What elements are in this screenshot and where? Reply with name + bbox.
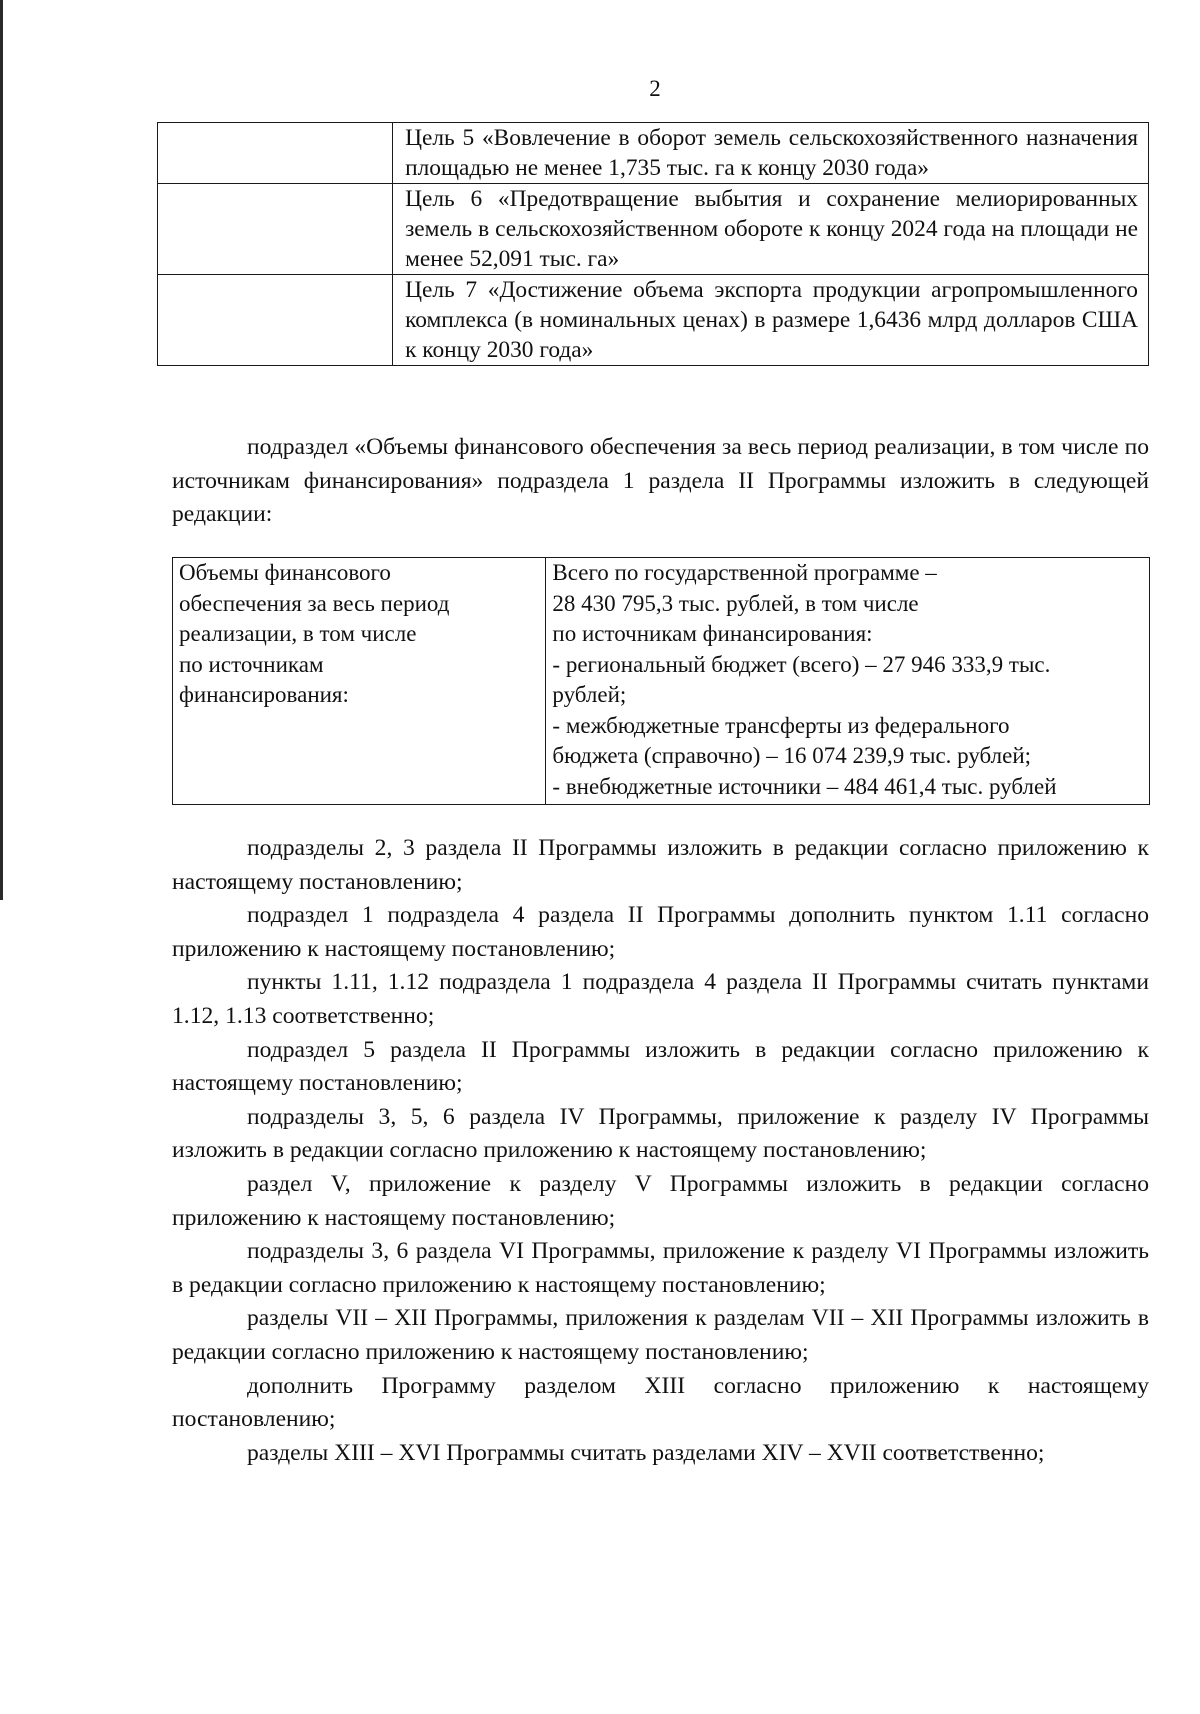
finance-value-cell [546,558,1150,805]
goal-row [158,275,1149,366]
amendment-paragraph: пункты 1.11, 1.12 подраздела 1 подраздела 4 раздела II Программы считать пунктами 1.12, 1.13 соответственно; [172,969,1149,1029]
amendment-paragraph: подразделы 3, 6 раздела VI Программы, приложение к разделу VI Программы изложить в редакции согласно приложению к настоящему постановлению; [172,1238,1149,1298]
finance-row [173,558,1150,805]
scan-edge-shadow [0,0,3,900]
page-number: 2 [649,76,661,101]
amendment-paragraph: разделы VII – XII Программы, приложения к разделам VII – XII Программы изложить в редакции согласно приложению к настоящему постановлению; [172,1305,1149,1365]
finance-value-line: - региональный бюджет (всего) – 27 946 333,9 тыс. [552,651,1051,677]
goal-5-text: Цель 5 «Вовлечение в оборот земель сельскохозяйственного назначения площадью не менее 1,735 тыс. га к концу 2030 года» [393,123,1149,184]
amendment-paragraph: раздел V, приложение к разделу V Программы изложить в редакции согласно приложению к настоящему постановлению; [172,1170,1149,1231]
amendment-paragraph: разделы XIII – XVI Программы считать разделами XIV – XVII соответственно; [247,1439,1045,1466]
amendment-paragraph: подразделы 2, 3 раздела II Программы изложить в редакции согласно приложению к настоящему постановлению; [172,835,1149,895]
goal-6-text: Цель 6 «Предотвращение выбытия и сохранение мелиорированных земель в сельскохозяйственном обороте к концу 2024 года на площади не менее 52,091 тыс. га» [393,184,1149,275]
amendment-paragraph: подраздел 5 раздела II Программы изложить в редакции согласно приложению к настоящему постановлению; [172,1036,1149,1097]
goal-row-empty-cell [158,123,393,184]
finance-label-line: финансирования: [179,682,349,707]
amendment-paragraph: подразделы 3, 5, 6 раздела IV Программы, приложение к разделу IV Программы изложить в редакции согласно приложению к настоящему постановлению; [172,1103,1149,1164]
finance-value-line: рублей; [552,682,627,707]
finance-label-line: по источникам [179,651,324,677]
finance-value-line: 28 430 795,3 тыс. рублей, в том числе [552,590,919,616]
goal-row [158,184,1149,275]
goal-row-empty-cell [158,275,393,366]
goal-row [158,123,1149,184]
intro-paragraph: подраздел «Объемы финансового обеспечения за весь период реализации, в том числе по источникам финансирования» подраздела 1 раздела II Программы изложить в следующей редакции: [172,434,1149,528]
finance-label-line: Объемы финансового [179,560,391,585]
finance-table [172,557,1150,805]
finance-label-line: обеспечения за весь период [179,590,450,616]
goals-table [157,122,1149,366]
amendment-paragraph: подраздел 1 подраздела 4 раздела II Программы дополнить пунктом 1.11 согласно приложению к настоящему постановлению; [172,902,1149,962]
goal-7-text: Цель 7 «Достижение объема экспорта продукции агропромышленного комплекса (в номинальных ценах) в размере 1,6436 млрд долларов США к концу 2030 года» [393,275,1149,366]
finance-value-line: - внебюджетные источники – 484 461,4 тыс. рублей [552,773,1057,799]
finance-value-line: - межбюджетные трансферты из федерального [552,712,1010,738]
amendments-section [172,832,1149,1470]
finance-label-line: реализации, в том числе [179,621,417,646]
finance-label-cell [173,558,546,805]
intro-section [172,431,1149,532]
goal-row-empty-cell [158,184,393,275]
finance-value-line: Всего по государственной программе – [552,560,937,585]
amendment-paragraph: дополнить Программу разделом XIII согласно приложению к настоящему постановлению; [172,1372,1149,1433]
finance-value-line: по источникам финансирования: [552,621,873,646]
finance-value-line: бюджета (справочно) – 16 074 239,9 тыс. рублей; [552,743,1032,768]
